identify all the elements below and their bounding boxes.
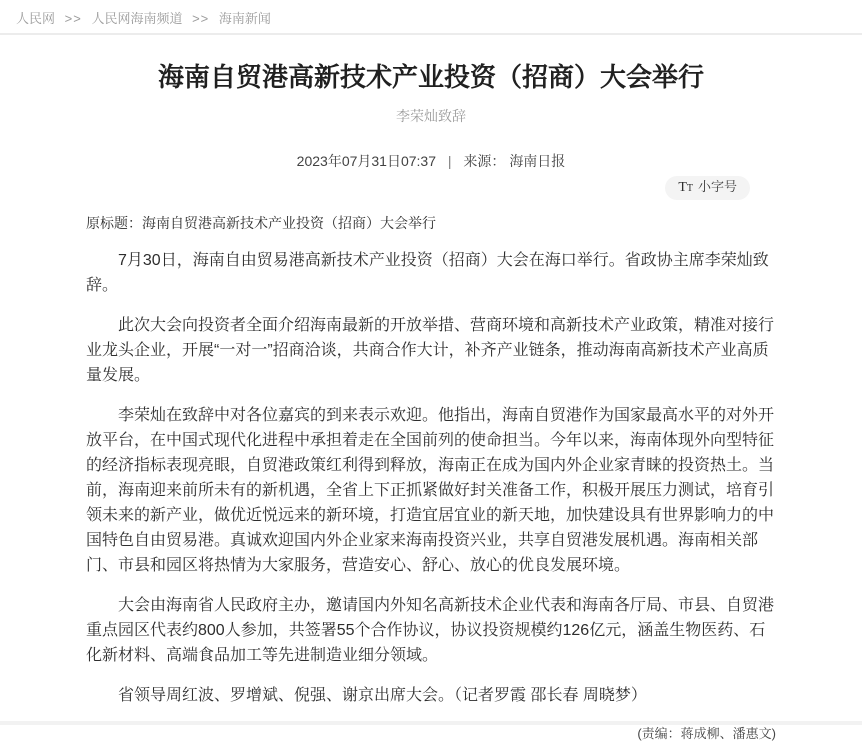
- font-size-button[interactable]: [665, 176, 750, 200]
- breadcrumb: [16, 8, 271, 27]
- article-paragraph: 此次大会向投资者全面介绍海南最新的开放举措、营商环境和高新技术产业政策，精准对接行业龙头企业，开展“一对一”招商洽谈，共商合作大计，补齐产业链条，推动海南高新技术产业高质量发展。: [86, 317, 775, 384]
- font-size-icon: TT: [678, 180, 693, 195]
- article-toolbar: [86, 176, 776, 198]
- article-body: [86, 211, 776, 708]
- breadcrumb-item-hainan-news[interactable]: 海南新闻: [218, 11, 271, 26]
- meta-separator: |: [447, 153, 452, 169]
- article-header: [0, 35, 862, 171]
- breadcrumb-separator: >>: [192, 11, 210, 26]
- original-title-label: 原标题：: [86, 215, 142, 231]
- breadcrumb-bar: [0, 0, 862, 35]
- content-column: [86, 176, 776, 742]
- original-title-text: 海南自贸港高新技术产业投资（招商）大会举行: [142, 215, 436, 231]
- article-subtitle: 李荣灿致辞: [396, 108, 466, 124]
- breadcrumb-item-home[interactable]: 人民网: [16, 11, 56, 26]
- publish-date: 2023年07月31日07:37: [296, 153, 436, 169]
- article-paragraph: 7月30日，海南自由贸易港高新技术产业投资（招商）大会在海口举行。省政协主席李荣灿致辞。: [86, 252, 769, 294]
- article-meta: [0, 151, 862, 171]
- original-title-line: [86, 211, 776, 236]
- article-title: 海南自贸港高新技术产业投资（招商）大会举行: [157, 62, 704, 92]
- source-name: 海南日报: [509, 153, 566, 169]
- breadcrumb-separator: >>: [64, 11, 82, 26]
- breadcrumb-item-hainan-channel[interactable]: 人民网海南频道: [91, 11, 183, 26]
- bottom-divider: [0, 721, 862, 725]
- article-paragraph: 省领导周红波、罗增斌、倪强、谢京出席大会。（记者罗霞 邵长春 周晓梦）: [118, 687, 647, 704]
- article-paragraph: 大会由海南省人民政府主办，邀请国内外知名高新技术企业代表和海南各厅局、市县、自贸港重点园区代表约800人参加，共签署55个合作协议，协议投资规模约126亿元，涵盖生物医药、石化新材料、高端食品加工等先进制造业细分领域。: [86, 597, 775, 664]
- source-label: 来源：: [463, 153, 506, 169]
- editor-note: (责编：蒋成柳、潘惠文): [637, 726, 776, 741]
- article-paragraph: 李荣灿在致辞中对各位嘉宾的到来表示欢迎。他指出，海南自贸港作为国家最高水平的对外开放平台，在中国式现代化进程中承担着走在全国前列的使命担当。今年以来，海南体现外向型特征的经济指标表现亮眼，自贸港政策红利得到释放，海南正在成为国内外企业家青睐的投资热土。当前，海南迎来前所未有的新机遇，全省上下正抓紧做好封关准备工作，积极开展压力测试，培育引领未来的新产业，做优近悦远来的新环境，打造宜居宜业的新天地，加快建设具有世界影响力的中国特色自由贸易港。真诚欢迎国内外企业家来海南投资兴业，共享自贸港发展机遇。海南相关部门、市县和园区将热情为大家服务，营造安心、舒心、放心的优良发展环境。: [86, 407, 775, 574]
- font-size-button-label: 小字号: [697, 179, 737, 194]
